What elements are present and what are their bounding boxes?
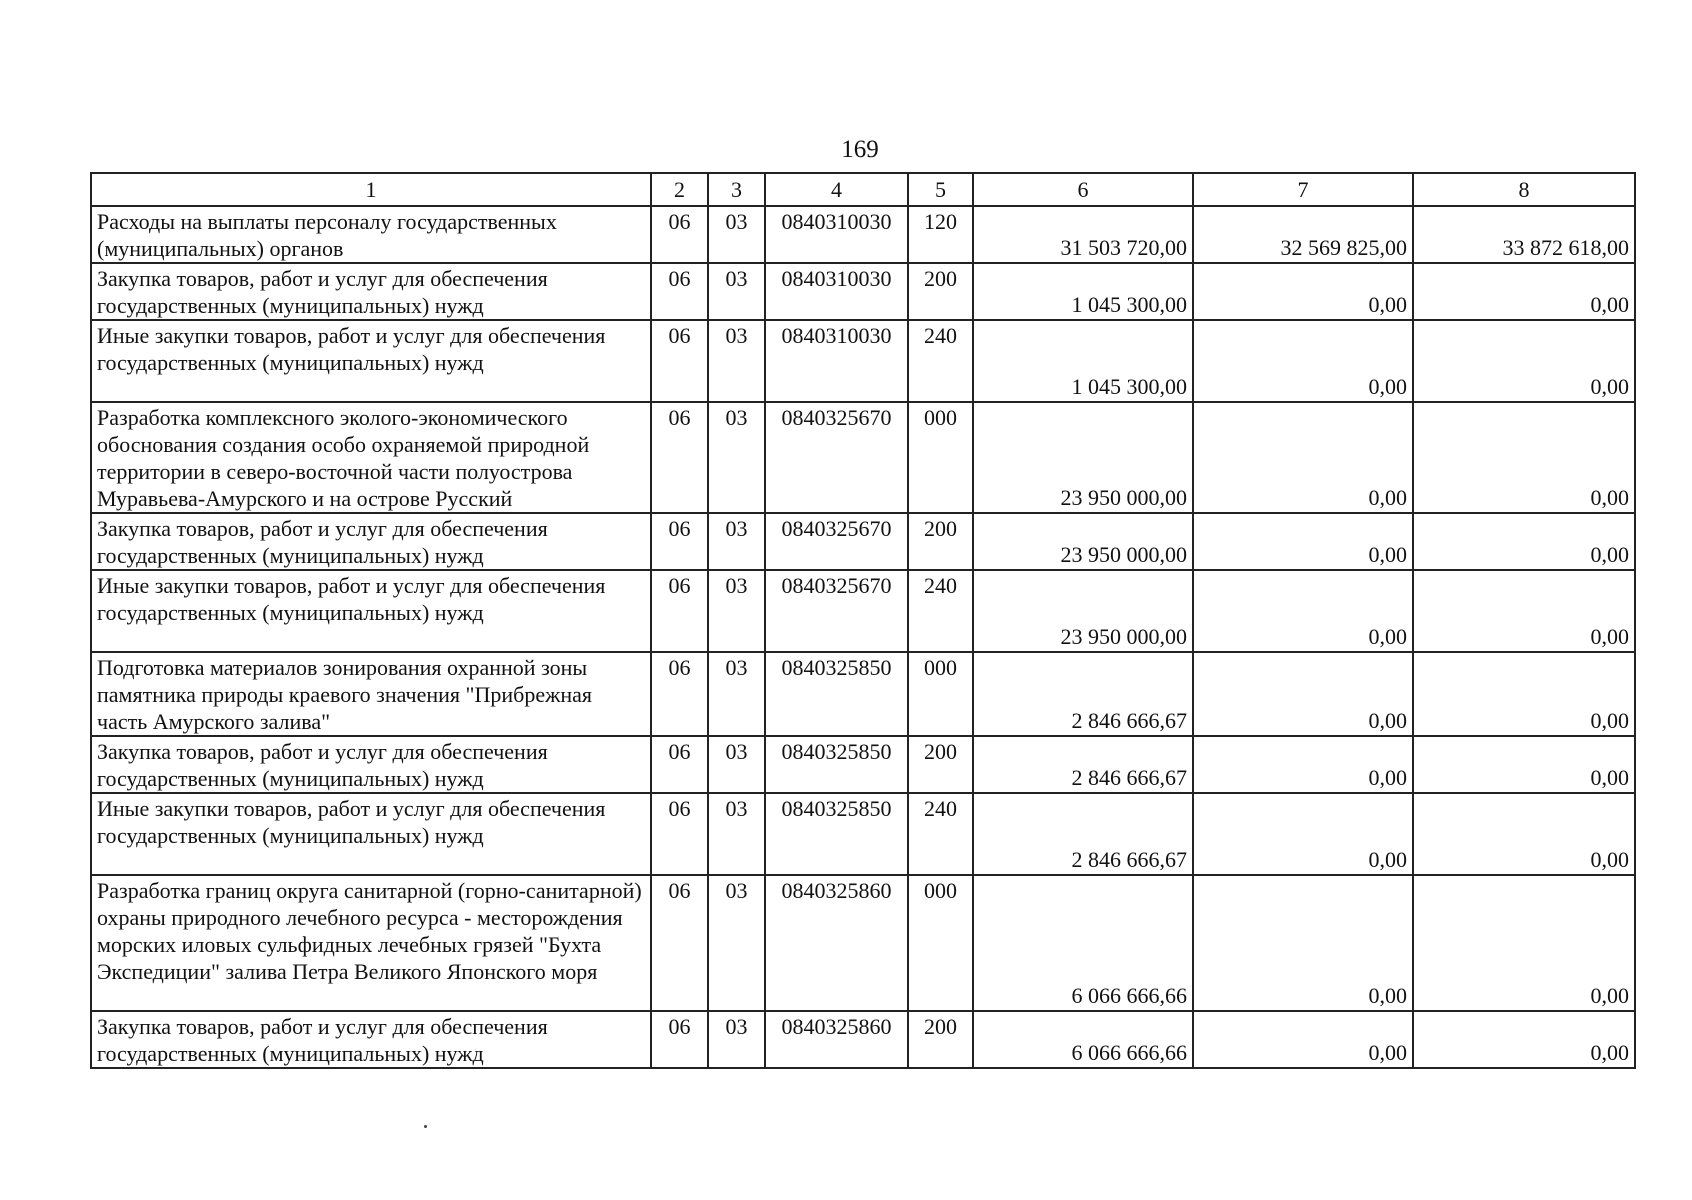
row-amount-col8: 0,00 bbox=[1413, 402, 1635, 513]
row-amount-col6: 23 950 000,00 bbox=[973, 513, 1193, 570]
row-amount-col8: 0,00 bbox=[1413, 1011, 1635, 1068]
row-target-article: 0840325860 bbox=[765, 1011, 908, 1068]
column-header-2: 2 bbox=[651, 173, 708, 206]
row-amount-col6: 1 045 300,00 bbox=[973, 320, 1193, 402]
table-row bbox=[91, 206, 1635, 263]
row-amount-col8: 0,00 bbox=[1413, 263, 1635, 320]
row-amount-col7: 0,00 bbox=[1193, 402, 1413, 513]
table-body bbox=[91, 173, 1635, 1068]
row-section: 06 bbox=[651, 793, 708, 875]
row-amount-col8: 0,00 bbox=[1413, 736, 1635, 793]
row-subsection: 03 bbox=[708, 263, 765, 320]
table-row bbox=[91, 513, 1635, 570]
page-number: 169 bbox=[841, 136, 879, 163]
row-subsection: 03 bbox=[708, 570, 765, 652]
row-amount-col6: 2 846 666,67 bbox=[973, 736, 1193, 793]
table-row bbox=[91, 652, 1635, 736]
table-row bbox=[91, 736, 1635, 793]
table-row bbox=[91, 793, 1635, 875]
scan-speck bbox=[424, 1125, 427, 1128]
column-header-1: 1 bbox=[91, 173, 651, 206]
row-subsection: 03 bbox=[708, 793, 765, 875]
row-expense-type: 200 bbox=[908, 736, 973, 793]
row-amount-col7: 0,00 bbox=[1193, 513, 1413, 570]
row-name: Закупка товаров, работ и услуг для обеспечения государственных (муниципальных) нужд bbox=[91, 736, 651, 793]
row-target-article: 0840325850 bbox=[765, 652, 908, 736]
row-target-article: 0840325670 bbox=[765, 402, 908, 513]
row-expense-type: 000 bbox=[908, 875, 973, 1011]
row-amount-col8: 0,00 bbox=[1413, 320, 1635, 402]
row-target-article: 0840325850 bbox=[765, 736, 908, 793]
row-amount-col8: 33 872 618,00 bbox=[1413, 206, 1635, 263]
row-expense-type: 200 bbox=[908, 513, 973, 570]
row-amount-col7: 0,00 bbox=[1193, 320, 1413, 402]
row-amount-col7: 0,00 bbox=[1193, 570, 1413, 652]
row-amount-col8: 0,00 bbox=[1413, 570, 1635, 652]
column-header-5: 5 bbox=[908, 173, 973, 206]
row-amount-col7: 0,00 bbox=[1193, 1011, 1413, 1068]
column-header-6: 6 bbox=[973, 173, 1193, 206]
table-row bbox=[91, 263, 1635, 320]
row-expense-type: 000 bbox=[908, 402, 973, 513]
row-subsection: 03 bbox=[708, 652, 765, 736]
row-subsection: 03 bbox=[708, 320, 765, 402]
row-subsection: 03 bbox=[708, 875, 765, 1011]
row-name: Иные закупки товаров, работ и услуг для обеспечения государственных (муниципальных) нужд bbox=[91, 793, 651, 875]
row-name: Расходы на выплаты персоналу государственных (муниципальных) органов bbox=[91, 206, 651, 263]
row-name: Иные закупки товаров, работ и услуг для обеспечения государственных (муниципальных) нужд bbox=[91, 320, 651, 402]
row-section: 06 bbox=[651, 513, 708, 570]
row-amount-col6: 2 846 666,67 bbox=[973, 652, 1193, 736]
row-expense-type: 240 bbox=[908, 793, 973, 875]
row-section: 06 bbox=[651, 1011, 708, 1068]
row-section: 06 bbox=[651, 570, 708, 652]
row-amount-col6: 6 066 666,66 bbox=[973, 1011, 1193, 1068]
row-amount-col6: 23 950 000,00 bbox=[973, 570, 1193, 652]
table-row bbox=[91, 570, 1635, 652]
row-amount-col7: 0,00 bbox=[1193, 652, 1413, 736]
row-section: 06 bbox=[651, 206, 708, 263]
row-target-article: 0840325670 bbox=[765, 570, 908, 652]
row-subsection: 03 bbox=[708, 402, 765, 513]
column-header-8: 8 bbox=[1413, 173, 1635, 206]
row-name: Разработка границ округа санитарной (горно-санитарной) охраны природного лечебного ресурса - месторождения морских иловых сульфидных лечебных грязей "Бухта Экспедиции" залива Петра Великого Японского моря bbox=[91, 875, 651, 1011]
row-amount-col7: 32 569 825,00 bbox=[1193, 206, 1413, 263]
row-target-article: 0840310030 bbox=[765, 206, 908, 263]
row-target-article: 0840325860 bbox=[765, 875, 908, 1011]
row-name: Закупка товаров, работ и услуг для обеспечения государственных (муниципальных) нужд bbox=[91, 513, 651, 570]
row-target-article: 0840325850 bbox=[765, 793, 908, 875]
row-subsection: 03 bbox=[708, 513, 765, 570]
row-amount-col6: 23 950 000,00 bbox=[973, 402, 1193, 513]
table-header-row bbox=[91, 173, 1635, 206]
row-expense-type: 200 bbox=[908, 263, 973, 320]
row-target-article: 0840310030 bbox=[765, 320, 908, 402]
row-subsection: 03 bbox=[708, 206, 765, 263]
row-amount-col7: 0,00 bbox=[1193, 875, 1413, 1011]
row-amount-col6: 1 045 300,00 bbox=[973, 263, 1193, 320]
row-name: Закупка товаров, работ и услуг для обеспечения государственных (муниципальных) нужд bbox=[91, 263, 651, 320]
row-amount-col7: 0,00 bbox=[1193, 793, 1413, 875]
row-expense-type: 000 bbox=[908, 652, 973, 736]
table-row bbox=[91, 402, 1635, 513]
column-header-4: 4 bbox=[765, 173, 908, 206]
table-row bbox=[91, 875, 1635, 1011]
row-section: 06 bbox=[651, 875, 708, 1011]
table-row bbox=[91, 320, 1635, 402]
row-amount-col8: 0,00 bbox=[1413, 793, 1635, 875]
row-expense-type: 120 bbox=[908, 206, 973, 263]
column-header-3: 3 bbox=[708, 173, 765, 206]
row-section: 06 bbox=[651, 652, 708, 736]
row-section: 06 bbox=[651, 320, 708, 402]
row-section: 06 bbox=[651, 736, 708, 793]
row-subsection: 03 bbox=[708, 736, 765, 793]
row-amount-col6: 31 503 720,00 bbox=[973, 206, 1193, 263]
column-header-7: 7 bbox=[1193, 173, 1413, 206]
row-amount-col7: 0,00 bbox=[1193, 736, 1413, 793]
row-amount-col8: 0,00 bbox=[1413, 875, 1635, 1011]
budget-table bbox=[90, 172, 1636, 1069]
row-amount-col6: 6 066 666,66 bbox=[973, 875, 1193, 1011]
row-amount-col7: 0,00 bbox=[1193, 263, 1413, 320]
row-name: Иные закупки товаров, работ и услуг для обеспечения государственных (муниципальных) нужд bbox=[91, 570, 651, 652]
row-amount-col6: 2 846 666,67 bbox=[973, 793, 1193, 875]
row-target-article: 0840325670 bbox=[765, 513, 908, 570]
row-expense-type: 240 bbox=[908, 320, 973, 402]
row-target-article: 0840310030 bbox=[765, 263, 908, 320]
table-row bbox=[91, 1011, 1635, 1068]
row-expense-type: 200 bbox=[908, 1011, 973, 1068]
row-name: Разработка комплексного эколого-экономического обоснования создания особо охраняемой природной территории в северо-восточной части полуострова Муравьева-Амурского и на острове Русский bbox=[91, 402, 651, 513]
row-section: 06 bbox=[651, 263, 708, 320]
row-amount-col8: 0,00 bbox=[1413, 652, 1635, 736]
row-name: Закупка товаров, работ и услуг для обеспечения государственных (муниципальных) нужд bbox=[91, 1011, 651, 1068]
row-expense-type: 240 bbox=[908, 570, 973, 652]
row-section: 06 bbox=[651, 402, 708, 513]
row-subsection: 03 bbox=[708, 1011, 765, 1068]
row-amount-col8: 0,00 bbox=[1413, 513, 1635, 570]
row-name: Подготовка материалов зонирования охранной зоны памятника природы краевого значения "Прибрежная часть Амурского залива" bbox=[91, 652, 651, 736]
